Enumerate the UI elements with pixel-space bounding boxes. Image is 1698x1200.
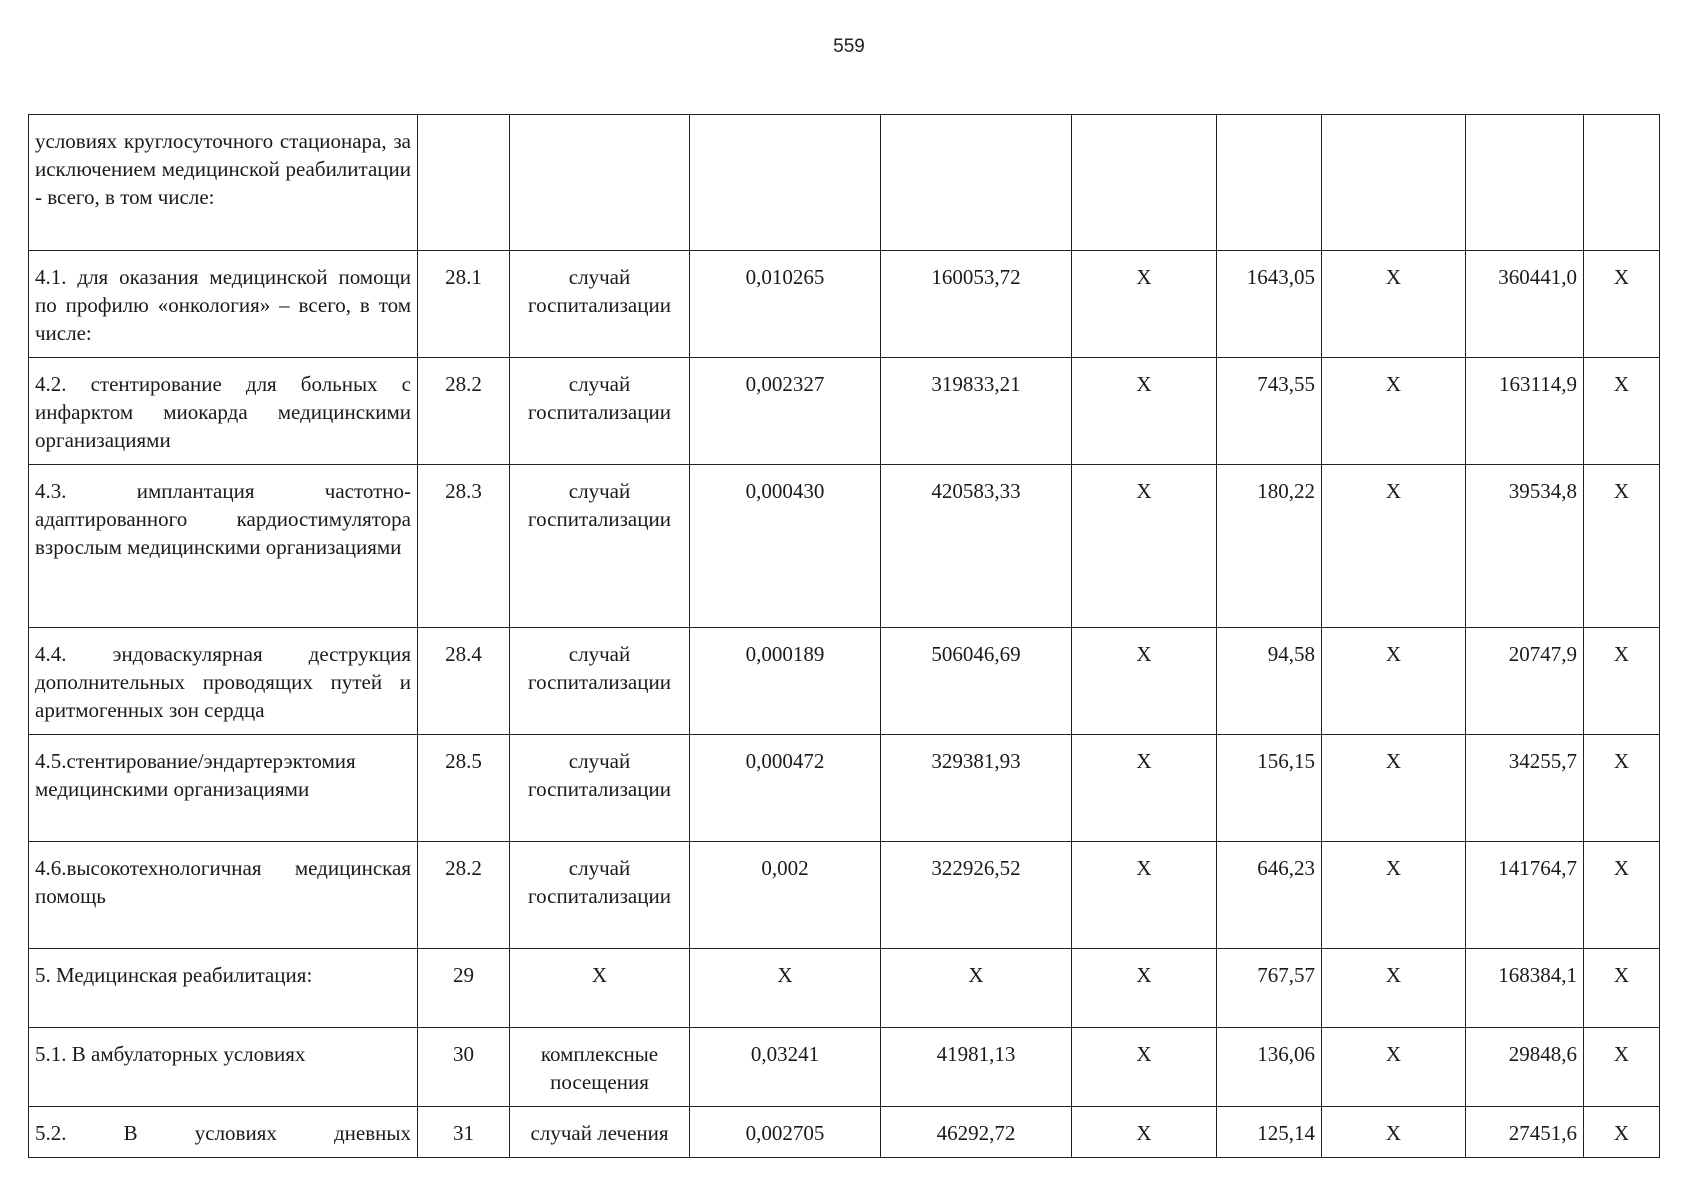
cell-col9: 27451,6 [1466, 1107, 1584, 1158]
cell-cost: 506046,69 [881, 628, 1072, 735]
cell-col6: X [1072, 1107, 1217, 1158]
cell-col9: 39534,8 [1466, 465, 1584, 628]
cell-col10: X [1584, 465, 1660, 628]
table-row [29, 115, 1660, 251]
cell-col10: X [1584, 358, 1660, 465]
cell-col8: X [1322, 842, 1466, 949]
cell-code: 28.5 [418, 735, 510, 842]
cell-volume: X [690, 949, 881, 1028]
cell-col9: 29848,6 [1466, 1028, 1584, 1107]
table-row [29, 358, 1660, 465]
cell-volume: 0,002327 [690, 358, 881, 465]
cell-col9: 20747,9 [1466, 628, 1584, 735]
cell-cost: 160053,72 [881, 251, 1072, 358]
cell-col10 [1584, 115, 1660, 251]
cell-col7: 743,55 [1217, 358, 1322, 465]
cell-code: 28.2 [418, 842, 510, 949]
cell-code: 29 [418, 949, 510, 1028]
cell-cost: X [881, 949, 1072, 1028]
cell-col9: 360441,0 [1466, 251, 1584, 358]
cell-col8: X [1322, 251, 1466, 358]
cell-col7: 125,14 [1217, 1107, 1322, 1158]
cell-cost: 329381,93 [881, 735, 1072, 842]
cell-name: 5. Медицинская реабилитация: [29, 949, 418, 1028]
cell-col9: 168384,1 [1466, 949, 1584, 1028]
cell-unit: случай госпитализации [510, 465, 690, 628]
cell-unit [510, 115, 690, 251]
cell-col10: X [1584, 1028, 1660, 1107]
cell-col10: X [1584, 842, 1660, 949]
data-table [28, 114, 1660, 1158]
cell-col8: X [1322, 1107, 1466, 1158]
cell-col8: X [1322, 735, 1466, 842]
table-row [29, 628, 1660, 735]
cell-col6: X [1072, 251, 1217, 358]
cell-name: 4.1. для оказания медицинской помощи по профилю «онкология» – всего, в том числе: [29, 251, 418, 358]
cell-col7: 646,23 [1217, 842, 1322, 949]
cell-code: 28.3 [418, 465, 510, 628]
cell-col7: 156,15 [1217, 735, 1322, 842]
cell-col7 [1217, 115, 1322, 251]
cell-col9: 141764,7 [1466, 842, 1584, 949]
cell-code: 28.1 [418, 251, 510, 358]
cell-col8: X [1322, 358, 1466, 465]
cell-col6: X [1072, 735, 1217, 842]
cell-code: 30 [418, 1028, 510, 1107]
cell-name: условиях круглосуточного стационара, за исключением медицинской реабилитации - всего, в том числе: [29, 115, 418, 251]
cell-col7: 136,06 [1217, 1028, 1322, 1107]
cell-col10: X [1584, 628, 1660, 735]
cell-name: 4.6.высокотехнологичная медицинская помощь [29, 842, 418, 949]
cell-unit: случай госпитализации [510, 842, 690, 949]
cell-col10: X [1584, 1107, 1660, 1158]
cell-col9: 34255,7 [1466, 735, 1584, 842]
cell-cost: 420583,33 [881, 465, 1072, 628]
cell-col10: X [1584, 949, 1660, 1028]
cell-cost [881, 115, 1072, 251]
cell-code: 28.2 [418, 358, 510, 465]
cell-unit: случай госпитализации [510, 358, 690, 465]
cell-unit: случай госпитализации [510, 735, 690, 842]
cell-unit: случай госпитализации [510, 251, 690, 358]
table-row [29, 251, 1660, 358]
cell-col6: X [1072, 358, 1217, 465]
cell-unit: X [510, 949, 690, 1028]
cell-col6: X [1072, 949, 1217, 1028]
cell-col7: 767,57 [1217, 949, 1322, 1028]
cell-name: 5.1. В амбулаторных условиях [29, 1028, 418, 1107]
table-row [29, 842, 1660, 949]
cell-name: 4.4. эндоваскулярная деструкция дополнительных проводящих путей и аритмогенных зон сердца [29, 628, 418, 735]
cell-code: 31 [418, 1107, 510, 1158]
cell-cost: 322926,52 [881, 842, 1072, 949]
cell-volume: 0,000189 [690, 628, 881, 735]
table-row [29, 465, 1660, 628]
cell-col6: X [1072, 465, 1217, 628]
cell-volume [690, 115, 881, 251]
cell-code [418, 115, 510, 251]
cell-col8: X [1322, 949, 1466, 1028]
cell-col8 [1322, 115, 1466, 251]
cell-code: 28.4 [418, 628, 510, 735]
cell-volume: 0,000472 [690, 735, 881, 842]
cell-col10: X [1584, 735, 1660, 842]
cell-col7: 94,58 [1217, 628, 1322, 735]
cell-unit: комплексные посещения [510, 1028, 690, 1107]
cell-volume: 0,010265 [690, 251, 881, 358]
cell-col7: 180,22 [1217, 465, 1322, 628]
cell-cost: 46292,72 [881, 1107, 1072, 1158]
cell-col6 [1072, 115, 1217, 251]
table-row [29, 949, 1660, 1028]
cell-col8: X [1322, 465, 1466, 628]
page-number: 559 [833, 36, 865, 57]
cell-col8: X [1322, 1028, 1466, 1107]
cell-cost: 319833,21 [881, 358, 1072, 465]
cell-name: 4.5.стентирование/эндартерэктомия медицинскими организациями [29, 735, 418, 842]
cell-volume: 0,002 [690, 842, 881, 949]
cell-col9: 163114,9 [1466, 358, 1584, 465]
cell-unit: случай лечения [510, 1107, 690, 1158]
cell-volume: 0,000430 [690, 465, 881, 628]
table-row [29, 1028, 1660, 1107]
cell-name: 4.3. имплантация частотно-адаптированного кардиостимулятора взрослым медицинскими организациями [29, 465, 418, 628]
table-row [29, 1107, 1660, 1158]
cell-col9 [1466, 115, 1584, 251]
cell-name: 5.2. В условиях дневных [29, 1107, 418, 1158]
cell-col7: 1643,05 [1217, 251, 1322, 358]
table-row [29, 735, 1660, 842]
cell-col10: X [1584, 251, 1660, 358]
cell-col6: X [1072, 1028, 1217, 1107]
cell-col6: X [1072, 842, 1217, 949]
cell-volume: 0,002705 [690, 1107, 881, 1158]
cell-unit: случай госпитализации [510, 628, 690, 735]
cell-name: 4.2. стентирование для больных с инфарктом миокарда медицинскими организациями [29, 358, 418, 465]
cell-cost: 41981,13 [881, 1028, 1072, 1107]
cell-col6: X [1072, 628, 1217, 735]
cell-volume: 0,03241 [690, 1028, 881, 1107]
cell-col8: X [1322, 628, 1466, 735]
